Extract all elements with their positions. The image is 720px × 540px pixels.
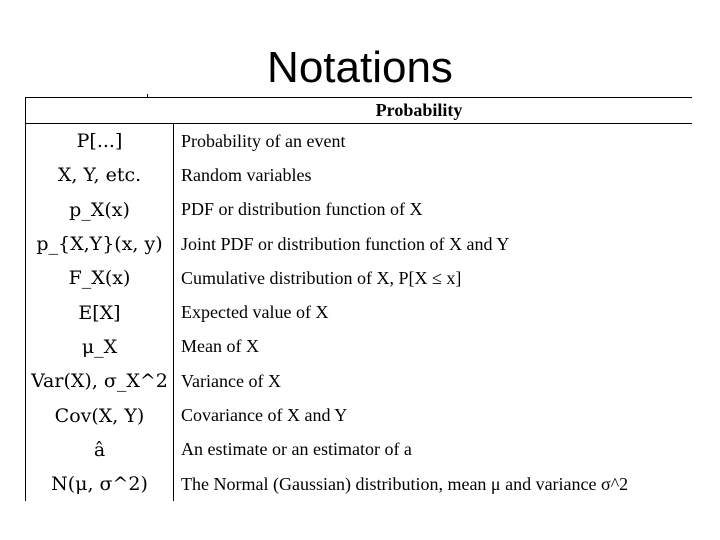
table-body (26, 124, 692, 501)
description-cell: Mean of X (181, 336, 259, 357)
table-row (26, 295, 692, 329)
symbol-cell: P[...] (76, 130, 123, 153)
table-row (26, 330, 692, 364)
slide-title: Notations (267, 43, 453, 92)
table-header: Probability (26, 98, 692, 124)
description-cell: Covariance of X and Y (181, 405, 348, 426)
table-row (26, 433, 692, 467)
table-row (26, 467, 692, 501)
table-row (26, 261, 692, 295)
description-cell: The Normal (Gaussian) distribution, mean μ and variance σ^2 (181, 473, 629, 494)
notation-table (25, 97, 692, 501)
description-cell: An estimate or an estimator of a (181, 439, 412, 460)
description-cell: Cumulative distribution of X, P[X ≤ x] (181, 267, 462, 288)
symbol-cell: μ_X (81, 335, 118, 358)
table-row (26, 364, 692, 398)
table-row (26, 398, 692, 432)
table-row (26, 193, 692, 227)
table-row (26, 227, 692, 261)
symbol-cell: p_{X,Y}(x, y) (36, 233, 163, 256)
description-cell: Variance of X (181, 370, 281, 391)
symbol-cell: N(μ, σ^2) (51, 473, 148, 496)
symbol-cell: E[X] (78, 301, 121, 324)
description-cell: Random variables (181, 164, 312, 185)
table-row (26, 124, 692, 158)
table-row (26, 158, 692, 192)
symbol-cell: â (93, 438, 106, 461)
symbol-cell: Cov(X, Y) (54, 404, 145, 427)
column-divider (173, 124, 174, 501)
description-cell: Probability of an event (181, 130, 346, 151)
symbol-cell: F_X(x) (68, 267, 131, 290)
symbol-cell: p_X(x) (69, 198, 130, 221)
symbol-cell: X, Y, etc. (57, 164, 142, 187)
symbol-cell: Var(X), σ_X^2 (31, 370, 168, 393)
description-cell: PDF or distribution function of X (181, 199, 423, 220)
description-cell: Joint PDF or distribution function of X and Y (181, 233, 510, 254)
description-cell: Expected value of X (181, 302, 329, 323)
